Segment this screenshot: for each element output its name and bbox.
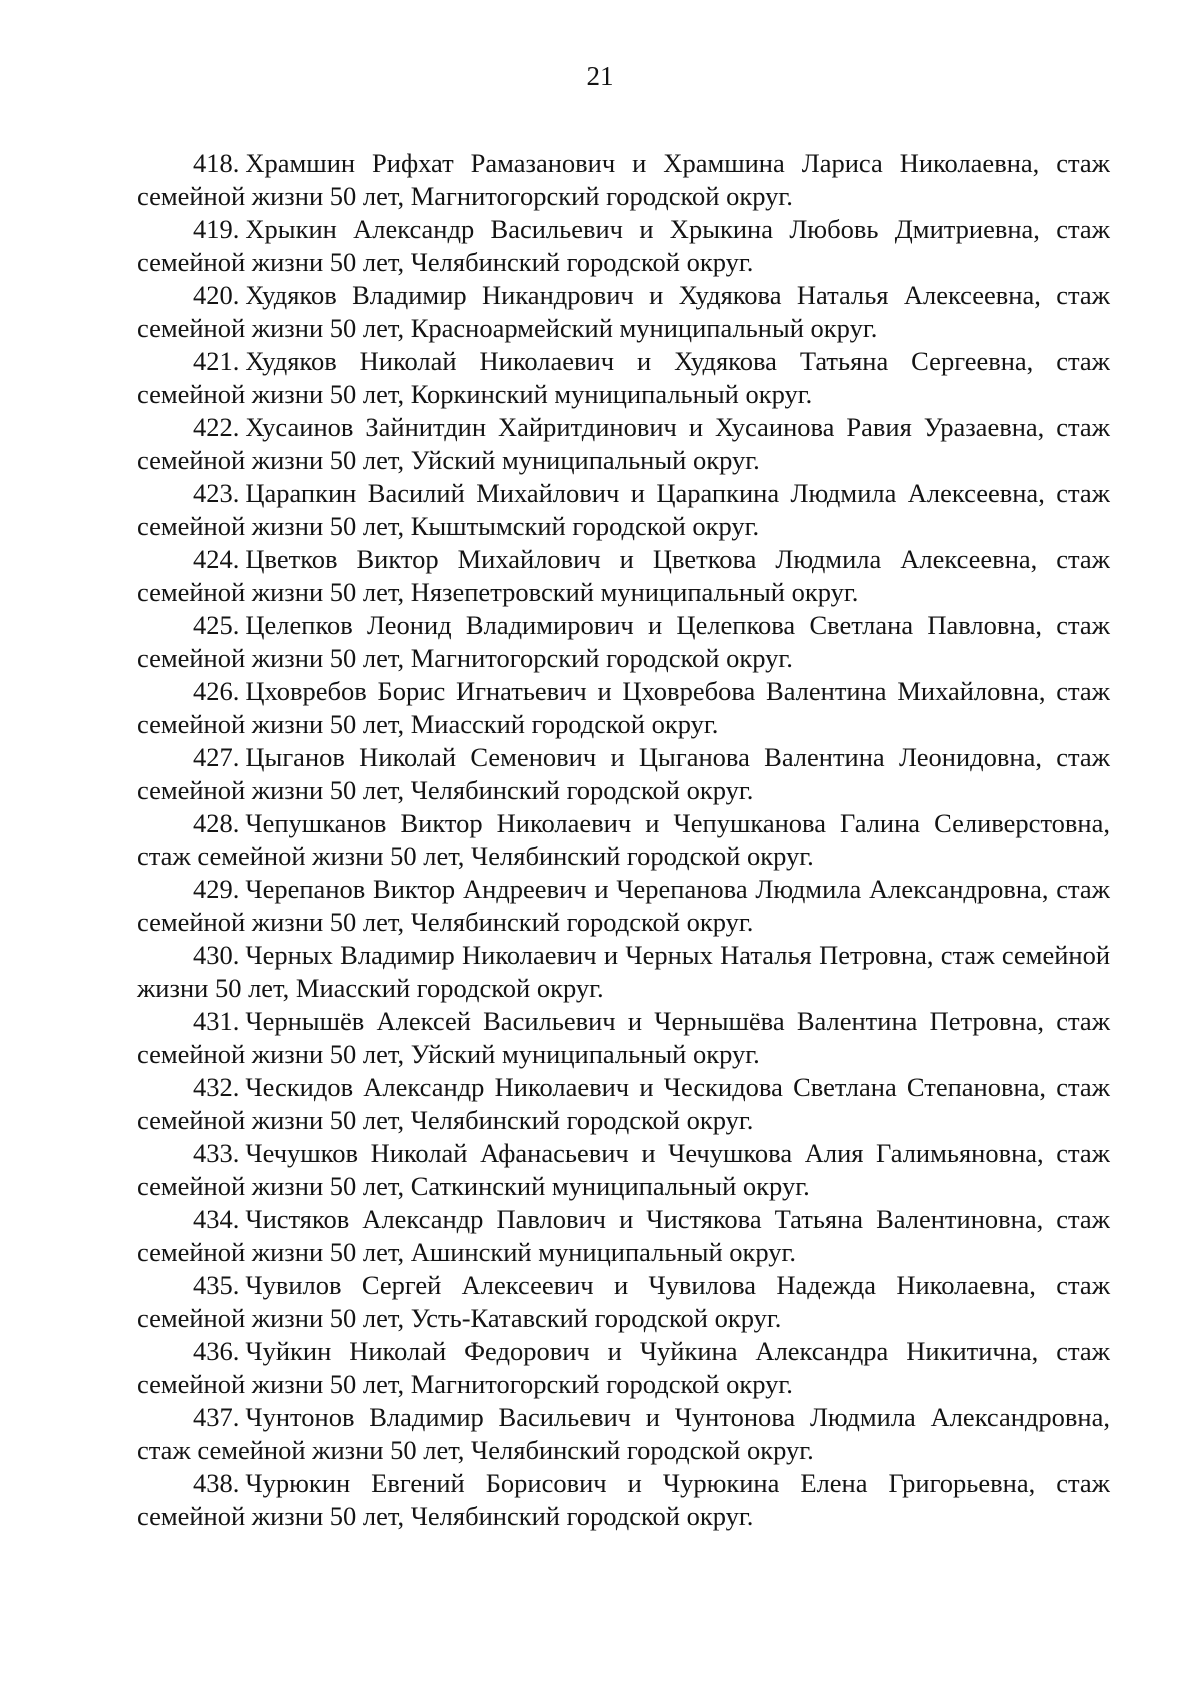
- entry-text: Царапкин Василий Михайлович и Царапкина Людмила Алексеевна, стаж семейной жизни 50 лет, Кыштымский городской округ.: [137, 478, 1110, 541]
- entry-text: Цыганов Николай Семенович и Цыганова Валентина Леонидовна, стаж семейной жизни 50 лет, Челябинский городской округ.: [137, 742, 1110, 805]
- list-item: [137, 213, 1110, 279]
- page-number: 21: [586, 61, 614, 91]
- entry-number: 418.: [193, 148, 240, 178]
- list-item: [137, 1269, 1110, 1335]
- list-item: [137, 477, 1110, 543]
- entry-text: Хрыкин Александр Васильевич и Хрыкина Любовь Дмитриевна, стаж семейной жизни 50 лет, Челябинский городской округ.: [137, 214, 1110, 277]
- entry-number: 438.: [193, 1468, 240, 1498]
- entry-number: 431.: [193, 1006, 240, 1036]
- entry-number: 437.: [193, 1402, 240, 1432]
- entry-text: Чурюкин Евгений Борисович и Чурюкина Елена Григорьевна, стаж семейной жизни 50 лет, Челябинский городской округ.: [137, 1468, 1110, 1531]
- entry-number: 424.: [193, 544, 240, 574]
- list-item: [137, 1071, 1110, 1137]
- list-item: [137, 147, 1110, 213]
- list-item: [137, 675, 1110, 741]
- entry-text: Черепанов Виктор Андреевич и Черепанова Людмила Александровна, стаж семейной жизни 50 лет, Челябинский городской округ.: [137, 874, 1110, 937]
- entry-text: Чувилов Сергей Алексеевич и Чувилова Надежда Николаевна, стаж семейной жизни 50 лет, Усть-Катавский городской округ.: [137, 1270, 1110, 1333]
- entry-number: 428.: [193, 808, 240, 838]
- list-item: [137, 741, 1110, 807]
- list-item: [137, 345, 1110, 411]
- entry-number: 435.: [193, 1270, 240, 1300]
- entry-number: 436.: [193, 1336, 240, 1366]
- entry-text: Ческидов Александр Николаевич и Ческидова Светлана Степановна, стаж семейной жизни 50 лет, Челябинский городской округ.: [137, 1072, 1110, 1135]
- list-item: [137, 873, 1110, 939]
- list-item: [137, 939, 1110, 1005]
- entry-number: 421.: [193, 346, 240, 376]
- entry-number: 420.: [193, 280, 240, 310]
- entry-text: Чистяков Александр Павлович и Чистякова Татьяна Валентиновна, стаж семейной жизни 50 лет, Ашинский муниципальный округ.: [137, 1204, 1110, 1267]
- list-item: [137, 1335, 1110, 1401]
- entry-number: 423.: [193, 478, 240, 508]
- list-item: [137, 1137, 1110, 1203]
- entry-text: Храмшин Рифхат Рамазанович и Храмшина Лариса Николаевна, стаж семейной жизни 50 лет, Магнитогорский городской округ.: [137, 148, 1110, 211]
- entry-number: 419.: [193, 214, 240, 244]
- entry-text: Чечушков Николай Афанасьевич и Чечушкова Алия Галимьяновна, стаж семейной жизни 50 лет, Саткинский муниципальный округ.: [137, 1138, 1110, 1201]
- entry-number: 430.: [193, 940, 240, 970]
- entry-number: 434.: [193, 1204, 240, 1234]
- entry-number: 426.: [193, 676, 240, 706]
- entry-text: Хусаинов Зайнитдин Хайритдинович и Хусаинова Равия Уразаевна, стаж семейной жизни 50 лет, Уйский муниципальный округ.: [137, 412, 1110, 475]
- entry-text: Чуйкин Николай Федорович и Чуйкина Александра Никитична, стаж семейной жизни 50 лет, Магнитогорский городской округ.: [137, 1336, 1110, 1399]
- entry-number: 427.: [193, 742, 240, 772]
- list-item: [137, 1203, 1110, 1269]
- entry-list: [137, 147, 1110, 1533]
- entry-text: Чунтонов Владимир Васильевич и Чунтонова Людмила Александровна, стаж семейной жизни 50 лет, Челябинский городской округ.: [137, 1402, 1110, 1465]
- entry-number: 429.: [193, 874, 240, 904]
- entry-text: Чепушканов Виктор Николаевич и Чепушканова Галина Селиверстовна, стаж семейной жизни 50 лет, Челябинский городской округ.: [137, 808, 1110, 871]
- list-item: [137, 609, 1110, 675]
- entry-text: Целепков Леонид Владимирович и Целепкова Светлана Павловна, стаж семейной жизни 50 лет, Магнитогорский городской округ.: [137, 610, 1110, 673]
- list-item: [137, 1401, 1110, 1467]
- entry-text: Цветков Виктор Михайлович и Цветкова Людмила Алексеевна, стаж семейной жизни 50 лет, Нязепетровский муниципальный округ.: [137, 544, 1110, 607]
- entry-number: 433.: [193, 1138, 240, 1168]
- entry-text: Чернышёв Алексей Васильевич и Чернышёва Валентина Петровна, стаж семейной жизни 50 лет, Уйский муниципальный округ.: [137, 1006, 1110, 1069]
- list-item: [137, 411, 1110, 477]
- entry-text: Цховребов Борис Игнатьевич и Цховребова Валентина Михайловна, стаж семейной жизни 50 лет, Миасский городской округ.: [137, 676, 1110, 739]
- entry-text: Черных Владимир Николаевич и Черных Наталья Петровна, стаж семейной жизни 50 лет, Миасский городской округ.: [137, 940, 1110, 1003]
- list-item: [137, 807, 1110, 873]
- entry-number: 432.: [193, 1072, 240, 1102]
- entry-text: Худяков Николай Николаевич и Худякова Татьяна Сергеевна, стаж семейной жизни 50 лет, Коркинский муниципальный округ.: [137, 346, 1110, 409]
- entry-text: Худяков Владимир Никандрович и Худякова Наталья Алексеевна, стаж семейной жизни 50 лет, Красноармейский муниципальный округ.: [137, 280, 1110, 343]
- list-item: [137, 1467, 1110, 1533]
- list-item: [137, 279, 1110, 345]
- entry-number: 422.: [193, 412, 240, 442]
- list-item: [137, 1005, 1110, 1071]
- entry-number: 425.: [193, 610, 240, 640]
- list-item: [137, 543, 1110, 609]
